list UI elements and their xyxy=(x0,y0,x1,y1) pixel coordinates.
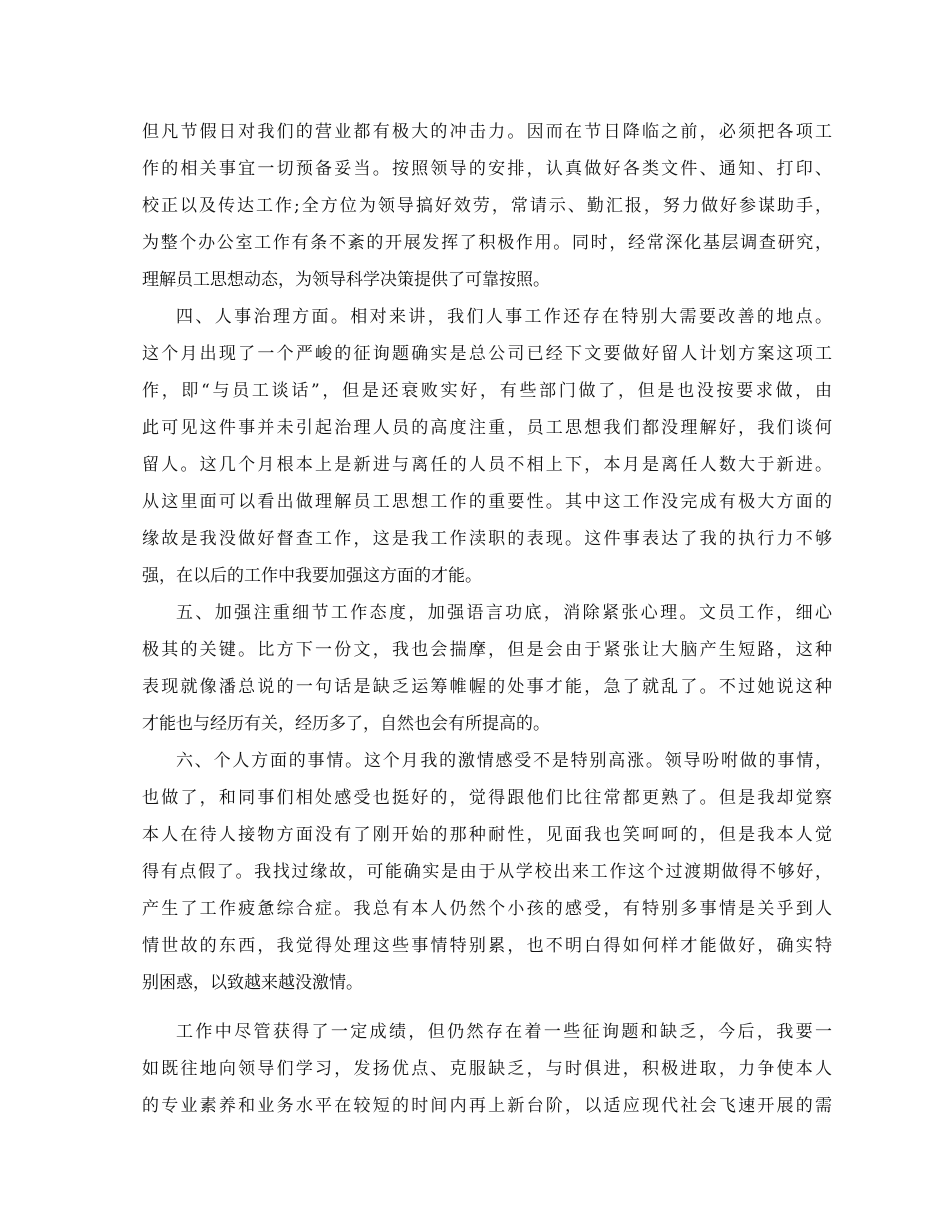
text-line: 工作中尽管获得了一定成绩，但仍然存在着一些征询题和缺乏，今后，我要一 xyxy=(176,1022,832,1042)
text-line: 从这里面可以看出做理解员工思想工作的重要性。其中这工作没完成有极大方面的 xyxy=(142,492,832,512)
text-line: 作的相关事宜一切预备妥当。按照领导的安排，认真做好各类文件、通知、打印、 xyxy=(142,159,832,179)
text-line: 才能也与经历有关，经历多了，自然也会有所提高的。 xyxy=(142,714,550,734)
paragraph xyxy=(142,1014,832,1125)
text-line: 极其的关键。比方下一份文，我也会揣摩，但是会由于紧张让大脑产生短路，这种 xyxy=(142,640,832,660)
text-line: 别困惑，以致越来越没激情。 xyxy=(142,973,363,993)
text-line: 表现就像潘总说的一句话是缺乏运筹帷幄的处事才能，急了就乱了。不过她说这种 xyxy=(142,677,832,697)
text-line: 产生了工作疲惫综合症。我总有本人仍然个小孩的感受，有特别多事情是关乎到人 xyxy=(142,899,832,919)
text-line: 也做了，和同事们相处感受也挺好的，觉得跟他们比往常都更熟了。但是我却觉察 xyxy=(142,788,832,808)
text-line: 校正以及传达工作;全方位为领导搞好效劳，常请示、勤汇报，努力做好参谋助手， xyxy=(142,196,832,216)
text-line: 如既往地向领导们学习，发扬优点、克服缺乏，与时俱进，积极进取，力争使本人 xyxy=(142,1059,832,1079)
text-line: 得有点假了。我找过缘故，可能确实是由于从学校出来工作这个过渡期做得不够好， xyxy=(142,862,832,882)
text-line: 为整个办公室工作有条不紊的开展发挥了积极作用。同时，经常深化基层调查研究， xyxy=(142,233,832,253)
paragraph xyxy=(142,114,832,299)
text-line: 留人。这几个月根本上是新进与离任的人员不相上下，本月是离任人数大于新进。 xyxy=(142,455,832,475)
text-line: 四、人事治理方面。相对来讲，我们人事工作还存在特别大需要改善的地点。 xyxy=(176,307,832,327)
text-line: 情世故的东西，我觉得处理这些事情特别累，也不明白得如何样才能做好，确实特 xyxy=(142,936,832,956)
paragraph xyxy=(142,595,832,743)
paragraph xyxy=(142,299,832,595)
text-line: 这个月出现了一个严峻的征询题确实是总公司已经下文要做好留人计划方案这项工 xyxy=(142,344,832,364)
text-line: 本人在待人接物方面没有了刚开始的那种耐性，见面我也笑呵呵的，但是我本人觉 xyxy=(142,825,832,845)
paragraph xyxy=(142,743,832,1002)
text-line: 理解员工思想动态，为领导科学决策提供了可靠按照。 xyxy=(142,270,550,290)
text-line: 六、个人方面的事情。这个月我的激情感受不是特别高涨。领导吩咐做的事情， xyxy=(176,751,832,771)
paragraph-spacer xyxy=(142,1002,832,1014)
text-line: 作，即“与员工谈话”，但是还衰败实好，有些部门做了，但是也没按要求做，由 xyxy=(142,381,832,401)
text-line: 但凡节假日对我们的营业都有极大的冲击力。因而在节日降临之前，必须把各项工 xyxy=(142,122,832,142)
text-line: 五、加强注重细节工作态度，加强语言功底，消除紧张心理。文员工作，细心 xyxy=(176,603,832,623)
text-line: 的专业素养和业务水平在较短的时间内再上新台阶，以适应现代社会飞速开展的需 xyxy=(142,1096,832,1116)
document-body xyxy=(142,114,832,1125)
text-line: 强，在以后的工作中我要加强这方面的才能。 xyxy=(142,566,482,586)
text-line: 此可见这件事并未引起治理人员的高度注重，员工思想我们都没理解好，我们谈何 xyxy=(142,418,832,438)
text-line: 缘故是我没做好督查工作，这是我工作渎职的表现。这件事表达了我的执行力不够 xyxy=(142,529,832,549)
